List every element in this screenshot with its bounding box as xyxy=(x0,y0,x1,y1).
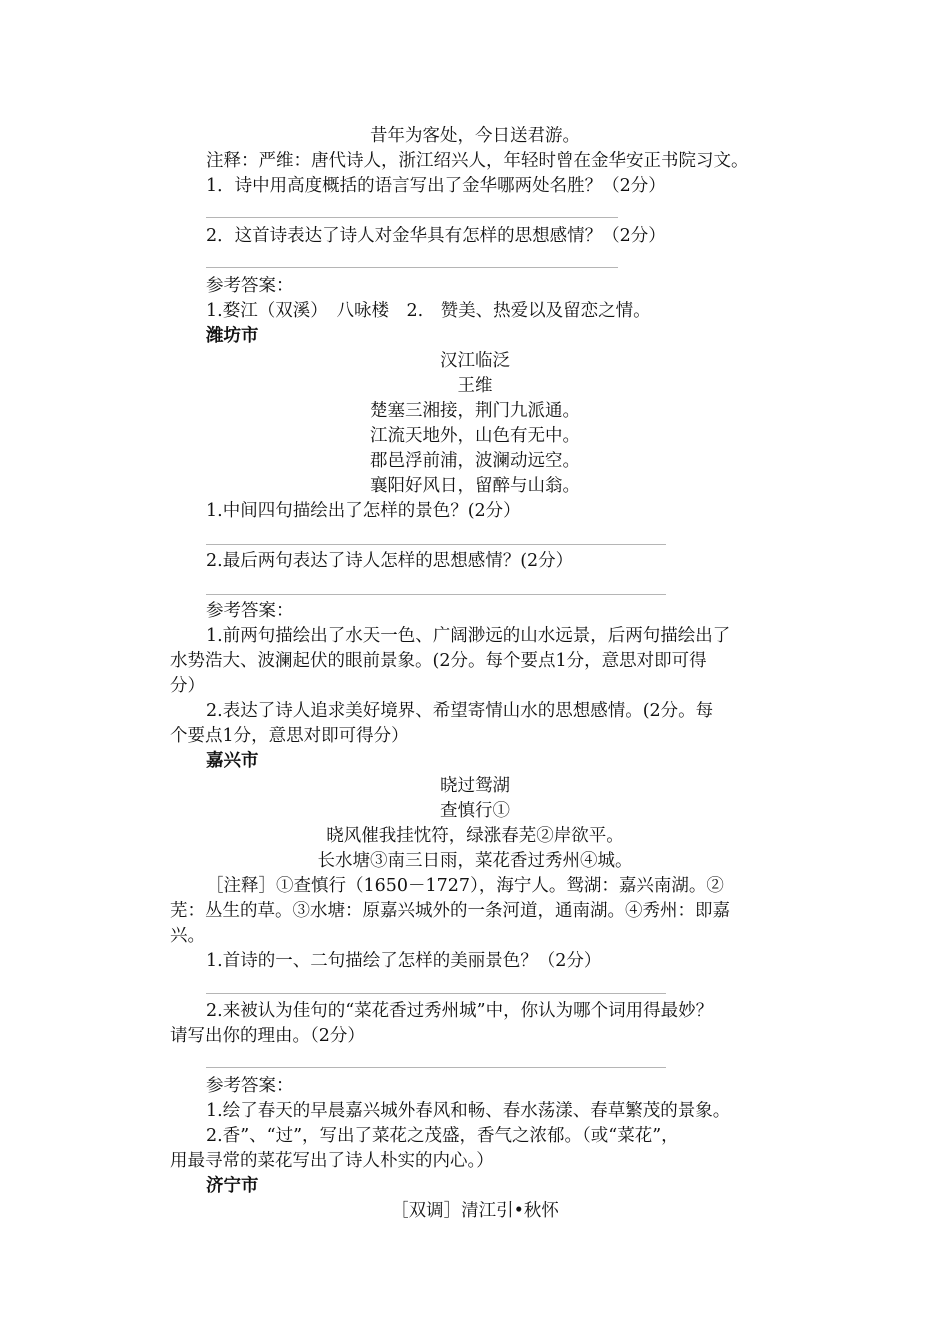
poem-line: 楚塞三湘接，荆门九派通。 xyxy=(370,401,580,421)
poem-line: 襄阳好风日，留醉与山翁。 xyxy=(370,476,580,496)
question-2: 请写出你的理由。（2分） xyxy=(170,1026,365,1046)
poem-title: 汉江临泛 xyxy=(440,351,510,371)
answer-line xyxy=(206,267,618,268)
poem-line: 晓风催我挂忱符，绿涨春芜②岸欲平。 xyxy=(326,826,624,846)
answer-line xyxy=(206,1067,666,1068)
answer-label: 参考答案： xyxy=(206,276,294,296)
annotation: 注释：严维：唐代诗人，浙江绍兴人，年轻时曾在金华安正书院习文。 xyxy=(206,151,749,171)
question-1: 1.中间四句描绘出了怎样的景色？(2分） xyxy=(206,501,521,521)
annotation: 芜：丛生的草。③水塘：原嘉兴城外的一条河道，通南湖。④秀州：即嘉 xyxy=(170,901,730,921)
question-1: 1．诗中用高度概括的语言写出了金华哪两处名胜？（2分） xyxy=(206,176,666,196)
answer-line xyxy=(206,993,666,994)
answer-text: 2.香”、“过”，写出了菜花之茂盛，香气之浓郁。（或“菜花”， xyxy=(206,1126,679,1146)
annotation: ［注释］①查慎行（1650－1727），海宁人。鸳湖：嘉兴南湖。② xyxy=(206,876,724,896)
answer-line xyxy=(206,594,666,595)
question-2: 2.最后两句表达了诗人怎样的思想感情？(2分） xyxy=(206,551,574,571)
answer-text: 2.表达了诗人追求美好境界、希望寄情山水的思想感情。(2分。每 xyxy=(206,701,714,721)
answer-text: 个要点1分，意思对即可得分） xyxy=(170,726,409,746)
question-2: 2．这首诗表达了诗人对金华具有怎样的思想感情？（2分） xyxy=(206,226,666,246)
answer-text: 1.前两句描绘出了水天一色、广阔渺远的山水远景，后两句描绘出了 xyxy=(206,626,731,646)
city-heading: 济宁市 xyxy=(206,1176,259,1196)
answer-text: 分） xyxy=(170,676,205,696)
answer-text: 1.婺江（双溪） 八咏楼 2. 赞美、热爱以及留恋之情。 xyxy=(206,301,651,321)
answer-label: 参考答案： xyxy=(206,601,294,621)
city-heading: 潍坊市 xyxy=(206,326,259,346)
poem-author: 王维 xyxy=(457,376,493,396)
answer-line xyxy=(206,544,666,545)
answer-line xyxy=(206,217,618,218)
poem-title: ［双调］清江引•秋怀 xyxy=(391,1201,559,1221)
question-2: 2.来被认为佳句的“菜花香过秀州城”中，你认为哪个词用得最妙？ xyxy=(206,1001,714,1021)
poem-title: 晓过鸳湖 xyxy=(440,776,510,796)
poem-line: 郡邑浮前浦，波澜动远空。 xyxy=(370,451,580,471)
answer-text: 用最寻常的菜花写出了诗人朴实的内心。） xyxy=(170,1151,494,1171)
question-1: 1.首诗的一、二句描绘了怎样的美丽景色？（2分） xyxy=(206,951,602,971)
annotation: 兴。 xyxy=(170,926,205,946)
city-heading: 嘉兴市 xyxy=(206,751,259,771)
poem-author: 查慎行① xyxy=(440,801,510,821)
poem-line: 长水塘③南三日雨，菜花香过秀州④城。 xyxy=(317,851,633,871)
answer-text: 1.绘了春天的早晨嘉兴城外春风和畅、春水荡漾、春草繁茂的景象。 xyxy=(206,1101,731,1121)
poem-line: 昔年为客处，今日送君游。 xyxy=(370,126,580,146)
answer-text: 水势浩大、波澜起伏的眼前景象。(2分。每个要点1分，意思对即可得 xyxy=(170,651,707,671)
answer-label: 参考答案： xyxy=(206,1076,294,1096)
poem-line: 江流天地外，山色有无中。 xyxy=(370,426,580,446)
